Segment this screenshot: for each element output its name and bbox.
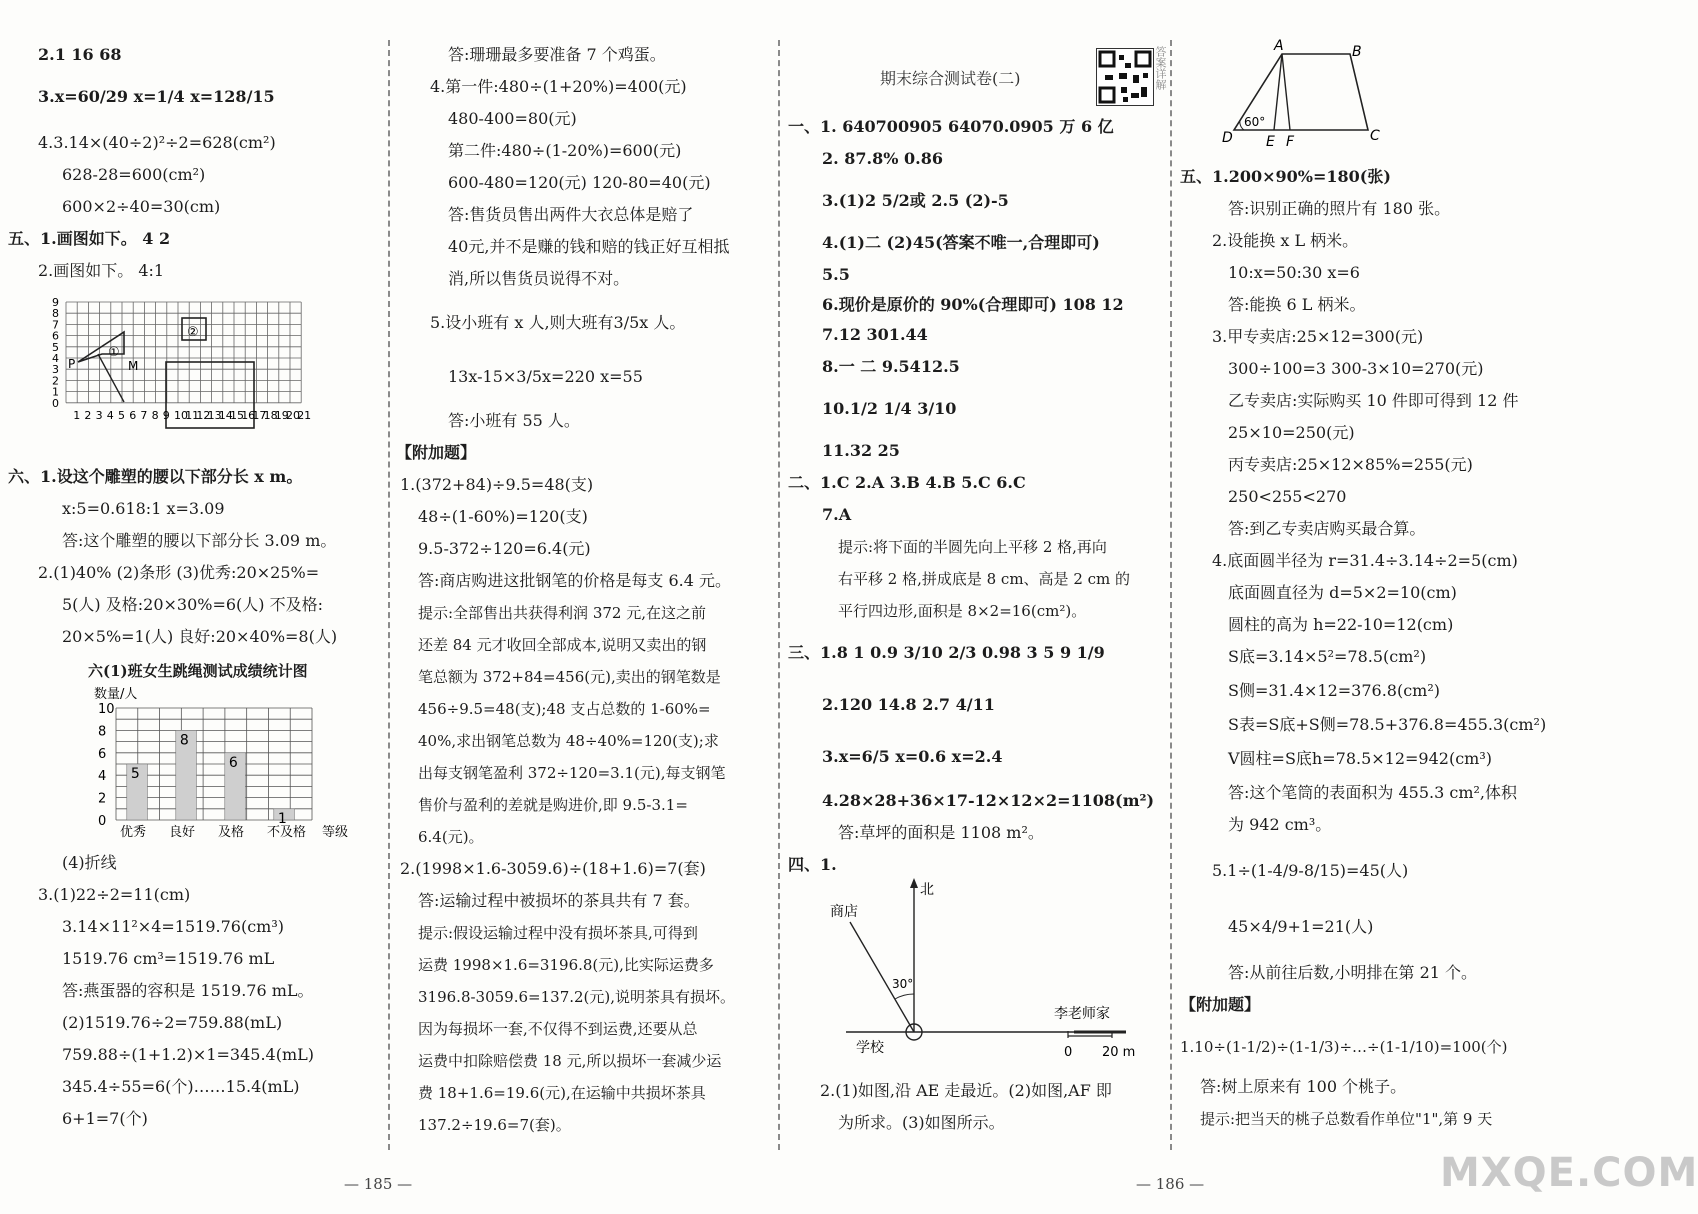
- hint-line: 因为每损坏一套,不仅得不到运费,还要从总: [418, 1020, 698, 1038]
- answer-line: 5.5: [822, 265, 850, 284]
- answer-line: 乙专卖店:实际购买 10 件即可得到 12 件: [1228, 391, 1519, 410]
- answer-line: 答:运输过程中被损坏的茶具共有 7 套。: [418, 891, 700, 910]
- grid-x-tick: 8: [151, 408, 159, 422]
- hint-line: 40%,求出钢笔总数为 48÷40%=120(支);求: [418, 732, 719, 750]
- answer-line: 1519.76 cm³=1519.76 mL: [62, 949, 275, 968]
- answer-line: 7.A: [822, 505, 852, 524]
- shop-label: 商店: [830, 904, 858, 920]
- grid-x-tick: 16: [241, 408, 256, 422]
- answer-line: 五、1.画图如下。 4 2: [8, 229, 171, 248]
- answer-line: 48÷(1-60%)=120(支): [418, 507, 588, 526]
- grid-x-tick: 11: [185, 408, 200, 422]
- grid-x-tick: 7: [140, 408, 148, 422]
- scale-end: 20 m: [1102, 1045, 1136, 1060]
- answer-line: 8.一 二 9.5412.5: [822, 357, 960, 376]
- hint-line: 右平移 2 格,拼成底是 8 cm、高是 2 cm 的: [838, 570, 1131, 588]
- answer-line: 3.(1)22÷2=11(cm): [38, 885, 191, 904]
- answer-line: 13x-15×3/5x=220 x=55: [448, 367, 643, 386]
- page-number: — 186 —: [1136, 1175, 1205, 1193]
- grid-x-tick: 18: [263, 408, 278, 422]
- chart-y-tick: 6: [98, 746, 107, 762]
- page-number: — 185 —: [344, 1175, 413, 1193]
- answer-line: 答:树上原来有 100 个桃子。: [1200, 1077, 1407, 1096]
- grid-y-tick: 1: [52, 385, 59, 399]
- answer-line: 10:x=50:30 x=6: [1228, 263, 1360, 282]
- qr-note: 答案详解: [1154, 46, 1167, 90]
- answer-line: 答:这个雕塑的腰以下部分长 3.09 m。: [62, 531, 337, 550]
- grid-y-tick: 4: [52, 352, 59, 365]
- hint-line: 运费 1998×1.6=3196.8(元),比实际运费多: [418, 956, 714, 974]
- vertex-d: D: [1222, 130, 1233, 146]
- teacher-home-label: 李老师家: [1054, 1006, 1110, 1022]
- answer-line: (4)折线: [62, 853, 117, 872]
- chart-y-tick: 4: [98, 769, 107, 785]
- answer-line: 20×5%=1(人) 良好:20×40%=8(人): [62, 627, 338, 646]
- section-title: 期末综合测试卷(二): [880, 69, 1021, 88]
- chart-data-label: 6: [228, 754, 238, 771]
- hint-line: 费 18+1.6=19.6(元),在运输中共损坏茶具: [418, 1084, 706, 1102]
- grid-x-tick: 19: [274, 408, 289, 422]
- label-one: ①: [108, 345, 120, 360]
- hint-line: 提示:全部售出共获得利润 372 元,在这之前: [418, 604, 706, 622]
- grid-x-tick: 5: [118, 408, 125, 422]
- hint-line: 提示:把当天的桃子总数看作单位"1",第 9 天: [1200, 1110, 1493, 1128]
- north-arrow-icon: [910, 878, 918, 888]
- chart-data-label: 1: [277, 810, 287, 827]
- answer-line: 答:到乙专卖店购买最合算。: [1228, 519, 1426, 538]
- answer-line: 2.(1)40% (2)条形 (3)优秀:20×25%=: [38, 563, 320, 582]
- grid-x-tick: 1: [73, 408, 81, 422]
- label-two: ②: [187, 325, 199, 340]
- answer-line: 3.甲专卖店:25×12=300(元): [1212, 327, 1424, 346]
- vertex-a: A: [1274, 38, 1284, 54]
- grid-x-tick: 14: [218, 408, 233, 422]
- section-heading: 【附加题】: [1180, 995, 1261, 1014]
- hint-line: 6.4(元)。: [418, 828, 484, 846]
- chart-x-tick: 优秀: [120, 825, 147, 840]
- answer-line: 答:珊珊最多要准备 7 个鸡蛋。: [448, 45, 666, 64]
- answer-line: 5(人) 及格:20×30%=6(人) 不及格:: [62, 595, 324, 614]
- answer-line: 五、1.200×90%=180(张): [1180, 167, 1391, 186]
- hint-line: 提示:将下面的半圆先向上平移 2 格,再向: [838, 538, 1107, 556]
- chart-data-label: 5: [130, 766, 140, 782]
- answer-line: 2.(1998×1.6-3059.6)÷(18+1.6)=7(套): [400, 859, 706, 878]
- chart-data-label: 8: [179, 732, 189, 749]
- hint-line: 456÷9.5=48(支);48 支占总数的 1-60%=: [418, 700, 711, 718]
- answer-line: 9.5-372÷120=6.4(元): [418, 539, 591, 558]
- answer-line: 3.x=60/29 x=1/4 x=128/15: [38, 87, 275, 106]
- grid-x-tick: 2: [84, 408, 92, 422]
- answer-line: 345.4÷55=6(个)……15.4(mL): [62, 1077, 300, 1096]
- hint-line: 售价与盈利的差就是购进价,即 9.5-3.1=: [418, 796, 688, 814]
- grid-x-tick: 6: [129, 408, 137, 422]
- answer-line: 答:从前往后数,小明排在第 21 个。: [1228, 963, 1478, 982]
- grid-y-tick: 7: [52, 318, 59, 332]
- watermark: MXQE.COM: [1440, 1150, 1698, 1196]
- answer-line: 600×2÷40=30(cm): [62, 197, 221, 216]
- answer-line: 3.14×11²×4=1519.76(cm³): [62, 917, 284, 936]
- answer-line: x:5=0.618:1 x=3.09: [62, 499, 225, 518]
- answer-line: 底面圆直径为 d=5×2=10(cm): [1228, 583, 1457, 602]
- answer-line: 三、1.8 1 0.9 3/10 2/3 0.98 3 5 9 1/9: [788, 643, 1105, 662]
- answer-line: 3.(1)2 5/2或 2.5 (2)-5: [822, 191, 1009, 210]
- grid-y-tick: 9: [52, 296, 59, 309]
- answer-line: 2.设能换 x L 柄米。: [1212, 231, 1359, 250]
- answer-line: 答:售货员售出两件大衣总体是赔了: [448, 205, 694, 224]
- answer-line: 二、1.C 2.A 3.B 4.B 5.C 6.C: [788, 473, 1026, 492]
- grid-x-tick: 15: [230, 408, 244, 422]
- hint-line: 137.2÷19.6=7(套)。: [418, 1116, 571, 1134]
- vertex-c: C: [1370, 128, 1380, 144]
- column-1: [0, 0, 388, 1160]
- answer-line: 4.3.14×(40÷2)²÷2=628(cm²): [38, 133, 276, 152]
- grid-x-tick: 10: [174, 408, 188, 422]
- grid-x-tick: 13: [207, 408, 222, 422]
- answer-line: S表=S底+S侧=78.5+376.8=455.3(cm²): [1228, 715, 1547, 734]
- grid-x-tick: 9: [162, 408, 170, 422]
- hint-line: 平行四边形,面积是 8×2=16(cm²)。: [838, 602, 1087, 620]
- hint-line: 还差 84 元才收回全部成本,说明又卖出的钢: [418, 636, 707, 654]
- label-p: P: [68, 357, 76, 371]
- answer-line: 四、1.: [788, 855, 837, 874]
- grid-figure: [50, 296, 386, 452]
- answer-line: 消,所以售货员说得不对。: [448, 269, 630, 288]
- chart-xlabel: 等级: [322, 825, 349, 840]
- answer-line: 2. 87.8% 0.86: [822, 149, 943, 168]
- hint-line: 出每支钢笔盈利 372÷120=3.1(元),每支钢笔: [418, 764, 726, 782]
- answer-line: 4.28×28+36×17-12×12×2=1108(m²): [822, 791, 1155, 810]
- vertex-f: F: [1286, 134, 1295, 150]
- answer-line: 答:小班有 55 人。: [448, 411, 580, 430]
- answer-line: 答:草坪的面积是 1108 m²。: [838, 823, 1044, 842]
- grid-y-tick: 5: [52, 340, 59, 354]
- label-m: M: [128, 359, 139, 373]
- answer-line: 答:商店购进这批钢笔的价格是每支 6.4 元。: [418, 571, 732, 590]
- answer-line: 759.88÷(1+1.2)×1=345.4(mL): [62, 1045, 314, 1064]
- answer-line: 5.1÷(1-4/9-8/15)=45(人): [1212, 861, 1409, 880]
- answer-line: (2)1519.76÷2=759.88(mL): [62, 1013, 283, 1032]
- chart-x-tick: 不及格: [267, 825, 307, 840]
- segment-af: [1282, 54, 1290, 130]
- angle-arc: [895, 994, 914, 999]
- grid-y-tick: 8: [52, 307, 59, 321]
- column-4: [1172, 0, 1600, 1160]
- answer-line: 第二件:480÷(1-20%)=600(元): [448, 141, 682, 160]
- answer-line: 2.120 14.8 2.7 4/11: [822, 695, 995, 714]
- answer-line: 250<255<270: [1228, 487, 1347, 506]
- grid-x-tick: 4: [106, 408, 114, 422]
- chart-y-tick: 2: [98, 791, 107, 807]
- bar-chart: [60, 684, 380, 844]
- answer-line: 25×10=250(元): [1228, 423, 1355, 442]
- answer-line: 六、1.设这个雕塑的腰以下部分长 x m。: [8, 467, 303, 486]
- answer-line: 2.(1)如图,沿 AE 走最近。(2)如图,AF 即: [820, 1081, 1112, 1100]
- answer-line: 5.设小班有 x 人,则大班有3/5x 人。: [430, 313, 686, 332]
- grid-x-tick: 12: [196, 408, 211, 422]
- section-heading: 【附加题】: [396, 443, 477, 462]
- answer-line: 一、1. 640700905 64070.0905 万 6 亿: [788, 117, 1114, 136]
- angle-label: 60°: [1244, 115, 1266, 129]
- grid-x-tick: 17: [252, 408, 267, 422]
- answer-line: 答:识别正确的照片有 180 张。: [1228, 199, 1451, 218]
- answer-line: 4.(1)二 (2)45(答案不唯一,合理即可): [822, 233, 1100, 252]
- answer-line: 6.现价是原价的 90%(合理即可) 108 12: [822, 295, 1124, 314]
- answer-line: 丙专卖店:25×12×85%=255(元): [1228, 455, 1473, 474]
- school-label: 学校: [856, 1040, 884, 1056]
- answer-line: 答:燕蛋器的容积是 1519.76 mL。: [62, 981, 314, 1000]
- angle-label: 30°: [892, 977, 914, 991]
- hint-line: 提示:假设运输过程中没有损坏茶具,可得到: [418, 924, 698, 942]
- chart-ylabel: 数量/人: [94, 687, 138, 702]
- answer-line: 2.画图如下。 4:1: [38, 261, 165, 280]
- grid-x-tick: 3: [95, 408, 103, 422]
- grid-x-tick: 21: [297, 408, 312, 422]
- answer-line: 3.x=6/5 x=0.6 x=2.4: [822, 747, 1003, 766]
- vertex-e: E: [1266, 134, 1275, 150]
- answer-line: 1.10÷(1-1/2)÷(1-1/3)÷…÷(1-1/10)=100(个): [1180, 1038, 1508, 1056]
- chart-title: 六(1)班女生跳绳测试成绩统计图: [88, 662, 308, 680]
- chart-x-tick: 及格: [218, 825, 245, 840]
- answer-line: 为 942 cm³。: [1228, 815, 1332, 834]
- answer-line: 11.32 25: [822, 441, 900, 460]
- answer-line: S侧=31.4×12=376.8(cm²): [1228, 681, 1441, 700]
- scale-start: 0: [1064, 1045, 1073, 1060]
- answer-line: 40元,并不是赚的钱和赔的钱正好互相抵: [448, 237, 730, 256]
- answer-line: 600-480=120(元) 120-80=40(元): [448, 173, 711, 192]
- answer-line: 1.(372+84)÷9.5=48(支): [400, 475, 594, 494]
- direction-map: [830, 876, 1150, 1076]
- answer-line: 答:这个笔筒的表面积为 455.3 cm²,体积: [1228, 783, 1518, 802]
- answer-line: V圆柱=S底h=78.5×12=942(cm³): [1228, 749, 1493, 768]
- answer-line: S底=3.14×5²=78.5(cm²): [1228, 647, 1427, 666]
- answer-line: 4.底面圆半径为 r=31.4÷3.14÷2=5(cm): [1212, 551, 1518, 570]
- grid-y-tick: 3: [52, 363, 59, 377]
- answer-line: 628-28=600(cm²): [62, 165, 206, 184]
- chart-y-tick: 8: [98, 724, 107, 740]
- hint-line: 3196.8-3059.6=137.2(元),说明茶具有损坏。: [418, 988, 736, 1006]
- north-label: 北: [920, 882, 934, 898]
- grid-x-tick: 20: [286, 408, 300, 422]
- answer-line: 答:能换 6 L 柄米。: [1228, 295, 1366, 314]
- chart-y-tick: 10: [98, 702, 115, 717]
- answer-line: 6+1=7(个): [62, 1109, 148, 1128]
- grid-y-tick: 2: [52, 374, 59, 388]
- trapezoid-figure: [1222, 40, 1382, 148]
- hint-line: 运费中扣除赔偿费 18 元,所以损坏一套减少运: [418, 1052, 722, 1070]
- answer-line: 4.第一件:480÷(1+20%)=400(元): [430, 77, 687, 96]
- column-2: [390, 0, 778, 1160]
- answer-line: 为所求。(3)如图所示。: [838, 1113, 1005, 1132]
- column-3: [780, 0, 1170, 1160]
- hint-line: 笔总额为 372+84=456(元),卖出的钢笔数是: [418, 668, 721, 686]
- chart-y-tick: 0: [98, 814, 107, 829]
- answer-line: 300÷100=3 300-3×10=270(元): [1228, 359, 1484, 378]
- grid-y-tick: 6: [52, 329, 59, 343]
- grid-y-tick: 0: [52, 396, 59, 410]
- answer-line: 480-400=80(元): [448, 109, 577, 128]
- answer-line: 圆柱的高为 h=22-10=12(cm): [1228, 615, 1454, 634]
- chart-x-tick: 良好: [169, 825, 196, 840]
- answer-line: 10.1/2 1/4 3/10: [822, 399, 957, 418]
- vertex-b: B: [1352, 44, 1362, 60]
- answer-line: 7.12 301.44: [822, 325, 928, 344]
- answer-line: 2.1 16 68: [38, 45, 122, 64]
- answer-line: 45×4/9+1=21(人): [1228, 917, 1374, 936]
